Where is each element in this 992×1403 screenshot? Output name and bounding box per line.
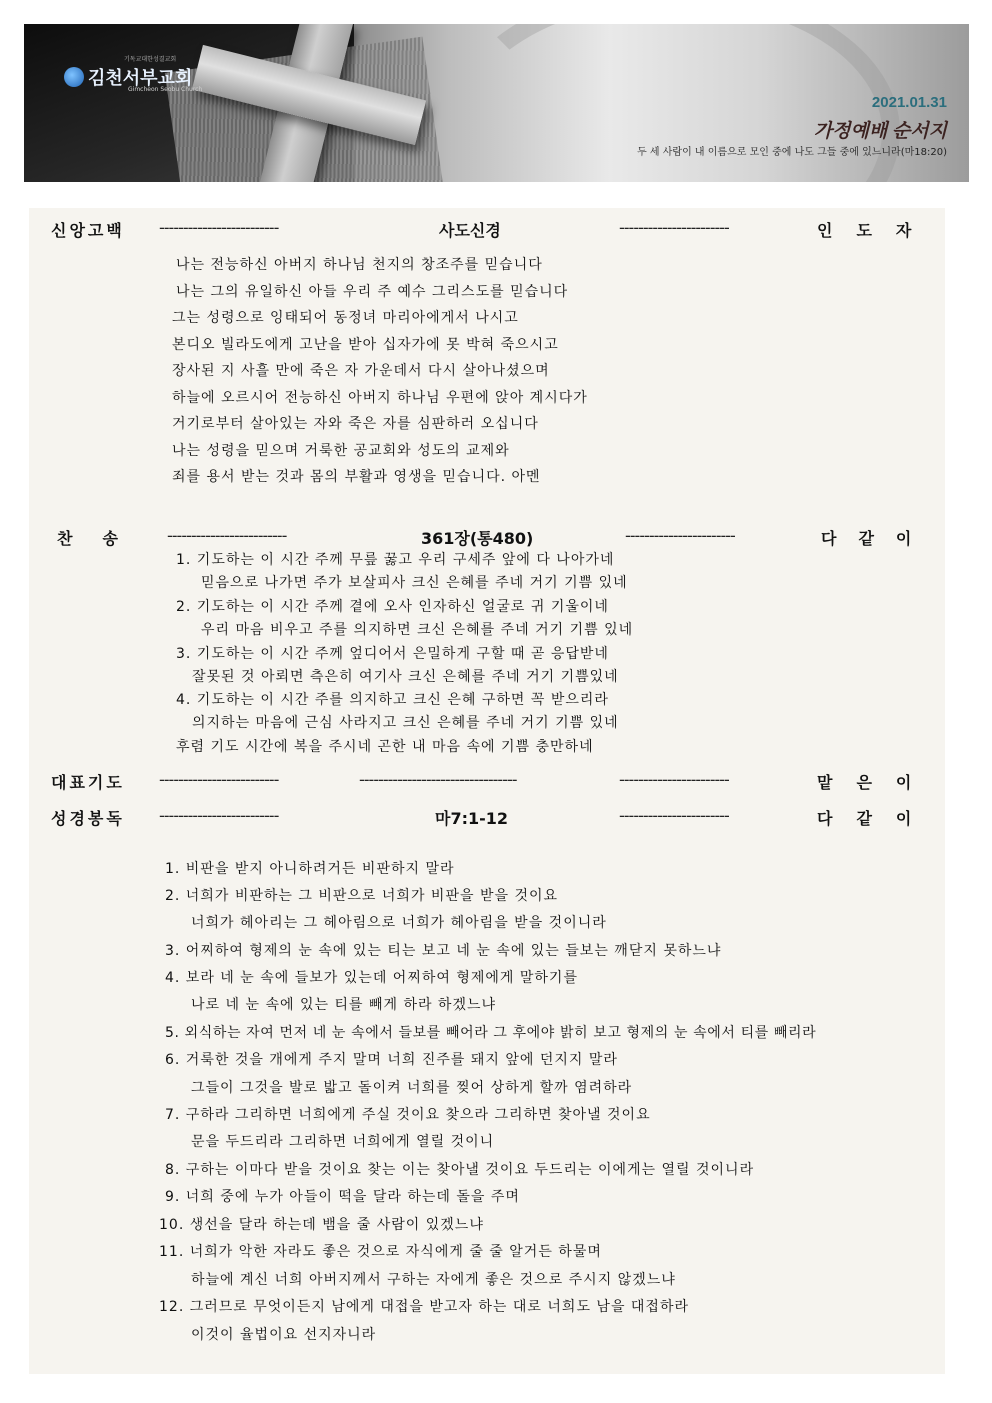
list-item: 나는 전능하신 아버지 하나님 천지의 창조주를 믿습니다	[176, 257, 543, 273]
list-item: 4. 보라 네 눈 속에 들보가 있는데 어찌하여 형제에게 말하기를	[165, 970, 578, 986]
list-item: 9. 너희 중에 누가 아들이 떡을 달라 하는데 돌을 주며	[165, 1189, 520, 1205]
church-logo	[64, 56, 203, 93]
list-item: 12. 그러므로 무엇이든지 남에게 대접을 받고자 하는 대로 너희도 남을 대접하라	[159, 1299, 690, 1315]
list-item: 10. 생선을 달라 하는데 뱀을 줄 사람이 있겠느냐	[159, 1217, 484, 1233]
list-item: 11. 너희가 악한 자라도 좋은 것으로 자식에게 줄 줄 알거든 하물며	[159, 1244, 602, 1260]
dash-leader: -------------------------	[159, 218, 279, 237]
worship-date: 2021.01.31	[871, 94, 947, 111]
list-item: 나는 성령을 믿으며 거룩한 공교회와 성도의 교제와	[172, 443, 510, 459]
list-item: 5. 외식하는 자여 먼저 네 눈 속에서 들보를 빼어라 그 후에야 밝히 보고 형제의 눈 속에서 티를 빼리라	[165, 1025, 817, 1041]
list-item: 3. 기도하는 이 시간 주께 엎디어서 은밀하게 구할 때 곧 응답받네	[176, 646, 609, 662]
section-creed-header	[29, 218, 945, 246]
list-item: 4. 기도하는 이 시간 주를 의지하고 크신 은혜 구하면 꼭 받으리라	[176, 692, 609, 708]
section-prayer-header	[29, 770, 945, 798]
list-item: 문을 두드리라 그리하면 너희에게 열릴 것이니	[191, 1134, 495, 1150]
header-verse: 두 세 사람이 내 이름으로 모인 중에 나도 그들 중에 있느니라(마18:20)	[637, 147, 947, 158]
list-item: 6. 거룩한 것을 개에게 주지 말며 너희 진주를 돼지 앞에 던지지 말라	[165, 1052, 618, 1068]
section-title: 361장(통480)	[421, 529, 534, 548]
list-item: 1. 비판을 받지 아니하려거든 비판하지 말라	[165, 861, 455, 877]
list-item: 너희가 헤아리는 그 헤아림으로 너희가 헤아림을 받을 것이니라	[191, 915, 607, 931]
section-label: 신앙고백	[51, 221, 125, 240]
church-denomination: 기독교대한성결교회	[124, 56, 177, 63]
dash-leader: -----------------------	[619, 806, 729, 825]
list-item: 이것이 율법이요 선지자니라	[191, 1327, 377, 1343]
list-item: 나는 그의 유일하신 아들 우리 주 예수 그리스도를 믿습니다	[176, 284, 569, 300]
dash-leader: -------------------------	[159, 770, 279, 789]
list-item: 그들이 그것을 발로 밟고 돌이켜 너희를 찢어 상하게 할까 염려하라	[191, 1080, 633, 1096]
list-item: 8. 구하는 이마다 받을 것이요 찾는 이는 찾아낼 것이요 두드리는 이에게는 열릴 것이니라	[165, 1162, 755, 1178]
dash-leader: ---------------------------------	[359, 770, 517, 789]
globe-icon	[64, 67, 84, 87]
list-item: 잘못된 것 아뢰면 측은히 여기사 크신 은혜를 주네 거기 기쁨있네	[192, 669, 619, 685]
dash-leader: -----------------------	[625, 526, 735, 545]
list-item: 나로 네 눈 속에 있는 티를 빼게 하라 하겠느냐	[191, 997, 497, 1013]
list-item: 본디오 빌라도에게 고난을 받아 십자가에 못 박혀 죽으시고	[172, 337, 559, 353]
list-item: 3. 어찌하여 형제의 눈 속에 있는 티는 보고 네 눈 속에 있는 들보는 깨닫지 못하느냐	[165, 943, 722, 959]
section-label: 대표기도	[51, 773, 125, 792]
list-item: 믿음으로 나가면 주가 보살피사 크신 은혜를 주네 거기 기쁨 있네	[201, 575, 628, 591]
dash-leader: -------------------------	[159, 806, 279, 825]
list-item: 1. 기도하는 이 시간 주께 무릎 꿇고 우리 구세주 앞에 다 나아가네	[176, 552, 615, 568]
list-item: 2. 너희가 비판하는 그 비판으로 너희가 비판을 받을 것이요	[165, 888, 559, 904]
dash-leader: -------------------------	[167, 526, 287, 545]
dash-leader: -----------------------	[619, 770, 729, 789]
dash-leader: -----------------------	[619, 218, 729, 237]
list-item: 거기로부터 살아있는 자와 죽은 자를 심판하러 오십니다	[172, 416, 539, 432]
list-item: 장사된 지 사흘 만에 죽은 자 가운데서 다시 살아나셨으며	[172, 363, 550, 379]
list-item: 우리 마음 비우고 주를 의지하면 크신 은혜를 주네 거기 기쁨 있네	[201, 622, 634, 638]
church-name: 김천서부교회	[88, 68, 193, 88]
order-of-worship	[29, 208, 945, 1374]
list-item: 후렴 기도 시간에 복을 주시네 곤한 내 마음 속에 기쁨 충만하네	[176, 739, 594, 755]
section-label: 찬송	[57, 529, 148, 548]
list-item: 그는 성령으로 잉태되어 동정녀 마리아에게서 나시고	[172, 310, 519, 326]
list-item: 하늘에 계신 너희 아버지께서 구하는 자에게 좋은 것으로 주시지 않겠느냐	[191, 1272, 676, 1288]
section-reading-header	[29, 806, 945, 834]
section-title: 마7:1-12	[435, 809, 509, 828]
section-leader: 다같이	[821, 529, 934, 548]
page-title: 가정예배 순서지	[813, 121, 947, 142]
list-item: 죄를 용서 받는 것과 몸의 부활과 영생을 믿습니다. 아멘	[172, 469, 541, 485]
header-banner	[24, 24, 969, 182]
section-leader: 맡은이	[817, 773, 936, 792]
section-leader: 인도자	[817, 221, 936, 240]
list-item: 하늘에 오르시어 전능하신 아버지 하나님 우편에 앉아 계시다가	[172, 390, 588, 406]
list-item: 의지하는 마음에 근심 사라지고 크신 은혜를 주네 거기 기쁨 있네	[192, 715, 619, 731]
section-leader: 다같이	[817, 809, 936, 828]
decorative-curve	[444, 24, 900, 182]
section-title: 사도신경	[439, 221, 501, 240]
section-label: 성경봉독	[51, 809, 125, 828]
list-item: 7. 구하라 그리하면 너희에게 주실 것이요 찾으라 그리하면 찾아낼 것이요	[165, 1107, 651, 1123]
list-item: 2. 기도하는 이 시간 주께 곁에 오사 인자하신 얼굴로 귀 기울이네	[176, 599, 609, 615]
church-name-english: Gimcheon Seobu Church	[128, 86, 203, 93]
